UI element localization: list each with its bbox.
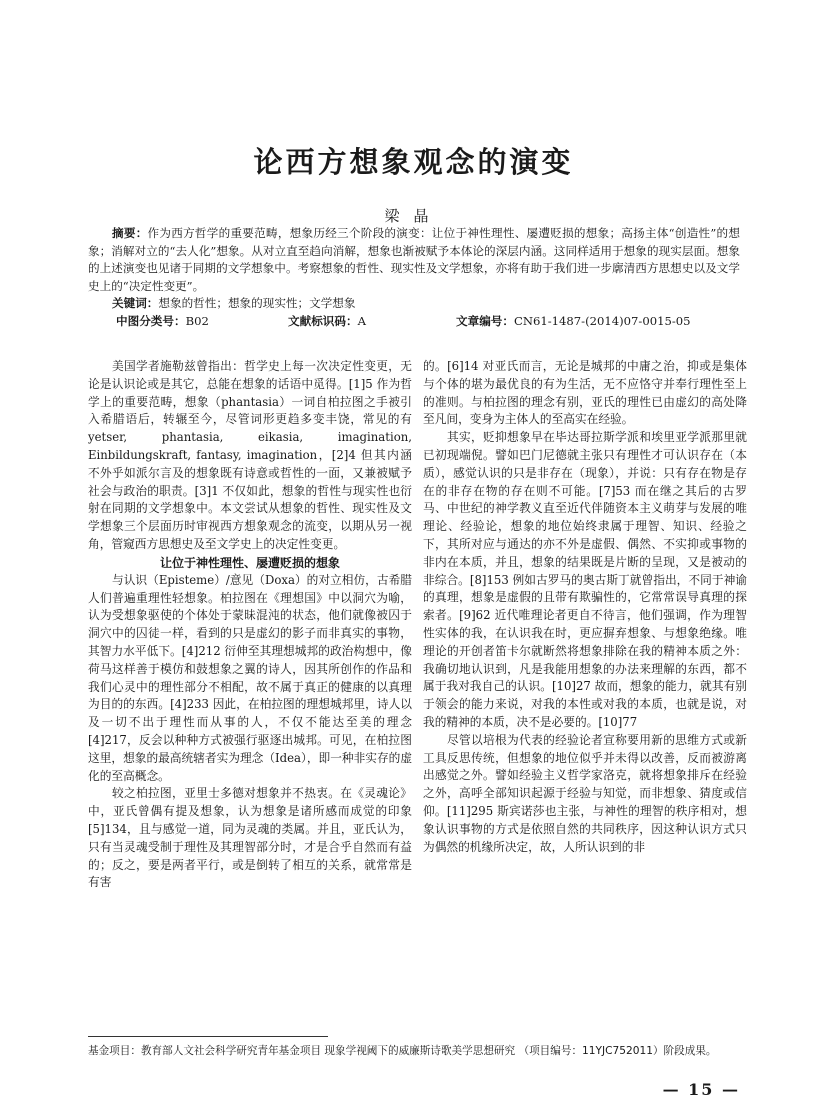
keywords bbox=[88, 295, 740, 313]
clc-value: B02 bbox=[185, 313, 209, 328]
body-paragraph: 的。[6]14 对亚氏而言，无论是城邦的中庸之治，抑或是集体与个体的堪为最优良的有为生活，无不应恪守并奉行理性至上的准则。与柏拉图的理念有别，亚氏的理性已由虚幻的高处降至凡间，变身为主体人的至高实在经验。 bbox=[423, 359, 747, 427]
body-paragraph: 与认识（Episteme）/意见（Doxa）的对立相仿，古希腊人们普遍重理性轻想象。柏拉图在《理想国》中以洞穴为喻，认为受想象驱使的个体处于蒙昧混沌的状态，他们就像被囚于洞穴中的囚徒一样，看到的只是虚幻的影子而非真实的事物，其智力水平低下。[4]212 衍伸至其理想城邦的政治构想中，像荷马这样善于模仿和鼓想象之翼的诗人，因其所创作的作品和我们心灵中的理性部分不相配，故不属于真正的健康的以真理为目的的东西。[4]233 因此，在柏拉图的理想城邦里，诗人以及一切不出于理性而从事的人，不仅不能达至美的理念[4]217，反会以种种方式被强行驱逐出城邦。可见，在柏拉图这里，想象的最高统辖者实为理念（Idea），即一种非实存的虚化的至高概念。 bbox=[88, 572, 413, 783]
section-heading: 让位于神性理性、屡遭贬损的想象 bbox=[159, 555, 340, 570]
abstract-label: 摘要： bbox=[112, 226, 148, 240]
body-paragraph: 其实，贬抑想象早在毕达哥拉斯学派和埃里亚学派那里就已初现端倪。譬如巴门尼德就主张只有理性才可认识存在（本质），感觉认识的只是非存在（现象），并说：只有存在物是存在的非存在物的存在则不可能。[7]53 而在继之其后的古罗马、中世纪的神学教义直至近代伴随资本主义萌芽与发展的唯理论、经验论，想象的地位始终隶属于理智、知识、经验之下，其所对应与通达的亦不外是虚假、偶然、不实抑或事物的非内在本质，并且，想象的结果既是片断的呈现，又是被动的非综合。[8]153 例如古罗马的奥古斯丁就曾指出，不同于神谕的真理，想象是虚假的且带有欺骗性的，它常常误导真理的探索者。[9]62 近代唯理论者更自不待言，他们强调，作为理智性实体的我，在认识我在时，更应摒弃想象、与想象绝缘。唯理论的开创者笛卡尔就断然将想象排除在我的精神本质之外：我确切地认识到，凡是我能用想象的办法来理解的东西，都不属于我对我自己的认识。[10]27 故而，想象的能力，就其有别于领会的能力来说，对我的本性或对我的本质，也就是说，对我的精神的本质，决不是必要的。[10]77 bbox=[423, 430, 747, 729]
right-column bbox=[423, 358, 747, 856]
left-column bbox=[88, 358, 412, 892]
abstract bbox=[88, 225, 740, 295]
classification-line bbox=[88, 313, 740, 331]
author-name: 梁晶 bbox=[384, 207, 443, 225]
doc-code-label: 文献标识码： bbox=[288, 313, 358, 328]
doc-code-field bbox=[288, 313, 456, 331]
doc-code-value: A bbox=[357, 313, 366, 328]
funding-footnote: 基金项目：教育部人文社会科学研究青年基金项目 现象学视阈下的威廉斯诗歌美学思想研究 （项目编号：11YJC752011）阶段成果。 bbox=[88, 1045, 717, 1057]
intro-paragraph: 美国学者施勒兹曾指出：哲学史上每一次决定性变更，无论是认识论或是其它，总能在想象的话语中觅得。[1]5 作为哲学上的重要范畴，想象（phantasia）一词自柏拉图之手被引入希腊语后，转辗至今，尽管词形更趋多变丰饶，常见的有 yetser, phantasia, eikasia, imagination, Einbildungskraft, fantasy, imagination，[2]4 但其内涵不外乎如派尔言及的想象既有诗意或哲性的一面，又兼被赋予社会与政治的职责。[3]1 不仅如此，想象的哲性与现实性也衍射在同期的文学想象中。本文尝试从想象的哲性、现实性及文学想象三个层面历时审视西方想象观念的流变，以期从另一视角，管窥西方思想史及至文学史上的决定性变更。 bbox=[88, 359, 412, 551]
article-number-label: 文章编号： bbox=[456, 313, 514, 328]
article-title: 论西方想象观念的演变 bbox=[253, 145, 574, 179]
abstract-text: 作为西方哲学的重要范畴，想象历经三个阶段的演变：让位于神性理性、屡遭贬损的想象；高扬主体“创造性”的想象；消解对立的“去人化”想象。从对立直至趋向消解，想象也渐被赋予本体论的深层内涵。这同样适用于想象的现实层面。想象的上述演变也见诸于同期的文学想象中。考察想象的哲性、现实性及文学想象，亦将有助于我们进一步廓清西方思想史以及文学史上的“决定性变更”。 bbox=[88, 226, 740, 293]
page-number: — 15 — bbox=[662, 1080, 740, 1099]
article-number-field bbox=[456, 313, 691, 331]
keywords-text: 想象的哲性；想象的现实性；文学想象 bbox=[158, 296, 356, 311]
footnote-divider bbox=[88, 1036, 328, 1037]
abstract-block bbox=[88, 225, 740, 331]
clc-label: 中图分类号： bbox=[116, 313, 186, 328]
keywords-label: 关键词： bbox=[112, 296, 159, 311]
body-paragraph: 较之柏拉图，亚里士多德对想象并不热衷。在《灵魂论》中，亚氏曾偶有提及想象，认为想象是诸所感而成觉的印象[5]134，且与感觉一道，同为灵魂的类属。并且，亚氏认为，只有当灵魂受制于理性及其理智部分时，才是合乎自然而有益的；反之，要是两者平行，或是倒转了相互的关系，就常常是有害 bbox=[88, 786, 412, 890]
clc-field bbox=[116, 313, 288, 331]
article-number-value: CN61-1487-(2014)07-0015-05 bbox=[513, 313, 691, 328]
body-paragraph: 尽管以培根为代表的经验论者宣称要用新的思维方式或新工具反思传统，但想象的地位似乎并未得以改善，反而被游离出感觉之外。譬如经验主义哲学家洛克，就将想象排斥在经验之外，高呼全部知识起源于经验与知觉，而非想象、猜度或信仰。[11]295 斯宾诺莎也主张，与神性的理智的秩序相对，想象认识事物的方式是依照自然的共同秩序，因这种认识方式只为偶然的机缘所决定，故，人所认识到的非 bbox=[423, 732, 747, 854]
